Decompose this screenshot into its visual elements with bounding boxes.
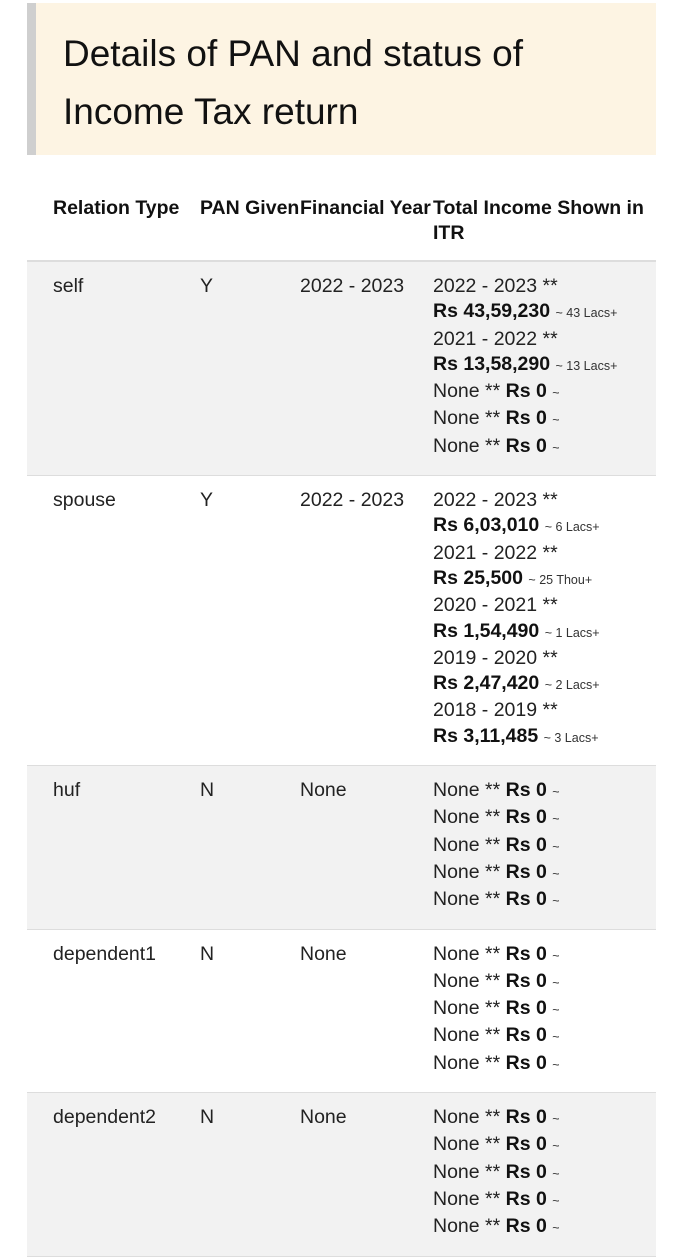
income-approx: ~ <box>552 1003 560 1018</box>
income-prefix: None ** <box>433 1106 506 1129</box>
income-line <box>433 942 656 969</box>
income-approx: ~ <box>552 1193 560 1208</box>
income-amount: Rs 0 <box>505 942 547 965</box>
income-amount: Rs 0 <box>505 969 547 992</box>
income-year: 2022 - 2023 ** <box>433 489 558 512</box>
income-approx: ~ <box>552 839 560 854</box>
income-amount: Rs 0 <box>505 779 547 802</box>
income-line <box>433 1105 656 1132</box>
income-prefix: None ** <box>433 1187 506 1210</box>
income-amount: Rs 0 <box>505 833 547 856</box>
financial-year-cell: None <box>300 766 433 929</box>
table-body <box>27 261 656 1256</box>
income-approx: ~ <box>552 1221 560 1236</box>
total-income-cell <box>433 476 656 766</box>
income-line <box>433 1132 656 1159</box>
income-line <box>433 1214 656 1241</box>
table-row <box>27 766 656 929</box>
table-header-row <box>27 182 656 261</box>
income-amount: Rs 1,54,490 <box>433 619 540 642</box>
income-prefix: None ** <box>433 997 506 1020</box>
income-approx: ~ 3 Lacs+ <box>543 730 599 745</box>
income-approx: ~ <box>552 1057 560 1072</box>
income-amount: Rs 6,03,010 <box>433 514 540 537</box>
income-amount: Rs 0 <box>505 1024 547 1047</box>
total-income-cell <box>433 929 656 1092</box>
total-income-cell <box>433 1093 656 1256</box>
income-approx: ~ 6 Lacs+ <box>544 520 600 535</box>
income-approx: ~ 1 Lacs+ <box>544 625 600 640</box>
income-amount: Rs 0 <box>505 860 547 883</box>
income-prefix: None ** <box>433 969 506 992</box>
income-prefix: None ** <box>433 888 506 911</box>
income-amount: Rs 0 <box>505 434 547 457</box>
financial-year-cell: 2022 - 2023 <box>300 476 433 766</box>
income-line <box>433 805 656 832</box>
income-prefix: None ** <box>433 860 506 883</box>
income-year: 2022 - 2023 ** <box>433 275 558 297</box>
income-line <box>433 778 656 805</box>
income-amount: Rs 0 <box>505 407 547 430</box>
relation-type-cell: spouse <box>27 476 200 766</box>
income-year: 2020 - 2021 ** <box>433 594 558 617</box>
relation-type-cell: huf <box>27 766 200 929</box>
income-line <box>433 969 656 996</box>
income-amount: Rs 25,500 <box>433 566 523 589</box>
income-approx: ~ <box>552 413 560 428</box>
income-prefix: None ** <box>433 1133 506 1156</box>
income-amount: Rs 0 <box>505 1160 547 1183</box>
income-prefix: None ** <box>433 942 506 965</box>
income-line <box>433 1187 656 1214</box>
financial-year-cell: None <box>300 1093 433 1256</box>
income-amount: Rs 0 <box>505 1051 547 1074</box>
income-line <box>433 619 656 646</box>
title-box <box>27 3 656 155</box>
income-prefix: None ** <box>433 1215 506 1238</box>
header-financial-year: Financial Year <box>300 182 433 261</box>
header-total-income: Total Income Shown in ITR <box>433 182 656 261</box>
income-approx: ~ <box>552 866 560 881</box>
income-line <box>433 379 656 406</box>
income-line <box>433 887 656 914</box>
income-line <box>433 566 656 593</box>
financial-year-cell: 2022 - 2023 <box>300 261 433 476</box>
income-line <box>433 671 656 698</box>
header-pan-given: PAN Given <box>200 182 300 261</box>
income-line <box>433 434 656 461</box>
income-approx: ~ <box>552 948 560 963</box>
income-amount: Rs 3,11,485 <box>433 724 539 747</box>
income-line <box>433 860 656 887</box>
income-approx: ~ <box>552 894 560 909</box>
income-approx: ~ <box>552 812 560 827</box>
income-line <box>433 513 656 540</box>
income-prefix: None ** <box>433 779 506 802</box>
income-year: 2018 - 2019 ** <box>433 699 558 722</box>
table-row <box>27 1093 656 1256</box>
income-line <box>433 996 656 1023</box>
page-title: Details of PAN and status of Income Tax return <box>63 33 523 132</box>
income-prefix: None ** <box>433 833 506 856</box>
income-line <box>433 1023 656 1050</box>
income-approx: ~ <box>552 1030 560 1045</box>
income-amount: Rs 0 <box>505 380 547 403</box>
income-approx: ~ 13 Lacs+ <box>555 358 618 373</box>
income-approx: ~ <box>552 1112 560 1127</box>
income-line <box>433 1051 656 1078</box>
table-row <box>27 929 656 1092</box>
income-line <box>433 352 656 379</box>
income-approx: ~ <box>552 785 560 800</box>
income-approx: ~ <box>552 1139 560 1154</box>
income-amount: Rs 0 <box>505 1133 547 1156</box>
pan-itr-table <box>27 182 656 1257</box>
pan-given-cell: N <box>200 929 300 1092</box>
income-year: 2021 - 2022 ** <box>433 541 558 564</box>
income-prefix: None ** <box>433 1051 506 1074</box>
income-amount: Rs 0 <box>505 1106 547 1129</box>
income-approx: ~ <box>552 975 560 990</box>
income-year: 2019 - 2020 ** <box>433 646 558 669</box>
income-line <box>433 1160 656 1187</box>
income-approx: ~ <box>552 440 560 455</box>
income-amount: Rs 0 <box>505 997 547 1020</box>
income-amount: Rs 0 <box>505 888 547 911</box>
income-amount: Rs 43,59,230 <box>433 300 551 323</box>
income-prefix: None ** <box>433 806 506 829</box>
income-year: 2021 - 2022 ** <box>433 327 558 350</box>
income-amount: Rs 13,58,290 <box>433 352 551 375</box>
income-line <box>433 833 656 860</box>
relation-type-cell: dependent1 <box>27 929 200 1092</box>
header-relation-type: Relation Type <box>27 182 200 261</box>
income-line <box>433 406 656 433</box>
income-approx: ~ <box>552 386 560 401</box>
relation-type-cell: dependent2 <box>27 1093 200 1256</box>
total-income-cell <box>433 261 656 476</box>
income-amount: Rs 2,47,420 <box>433 672 540 695</box>
income-approx: ~ 2 Lacs+ <box>544 678 600 693</box>
income-approx: ~ 43 Lacs+ <box>555 306 618 321</box>
income-line <box>433 299 656 326</box>
pan-given-cell: N <box>200 1093 300 1256</box>
income-line <box>433 724 656 751</box>
income-approx: ~ <box>552 1166 560 1181</box>
income-amount: Rs 0 <box>505 1215 547 1238</box>
income-amount: Rs 0 <box>505 806 547 829</box>
relation-type-cell: self <box>27 261 200 476</box>
income-prefix: None ** <box>433 1160 506 1183</box>
income-prefix: None ** <box>433 434 506 457</box>
pan-given-cell: Y <box>200 261 300 476</box>
table-row <box>27 261 656 476</box>
total-income-cell <box>433 766 656 929</box>
income-approx: ~ 25 Thou+ <box>528 572 593 587</box>
income-amount: Rs 0 <box>505 1187 547 1210</box>
financial-year-cell: None <box>300 929 433 1092</box>
income-prefix: None ** <box>433 407 506 430</box>
pan-given-cell: N <box>200 766 300 929</box>
income-prefix: None ** <box>433 1024 506 1047</box>
table-row <box>27 476 656 766</box>
income-prefix: None ** <box>433 380 506 403</box>
pan-given-cell: Y <box>200 476 300 766</box>
